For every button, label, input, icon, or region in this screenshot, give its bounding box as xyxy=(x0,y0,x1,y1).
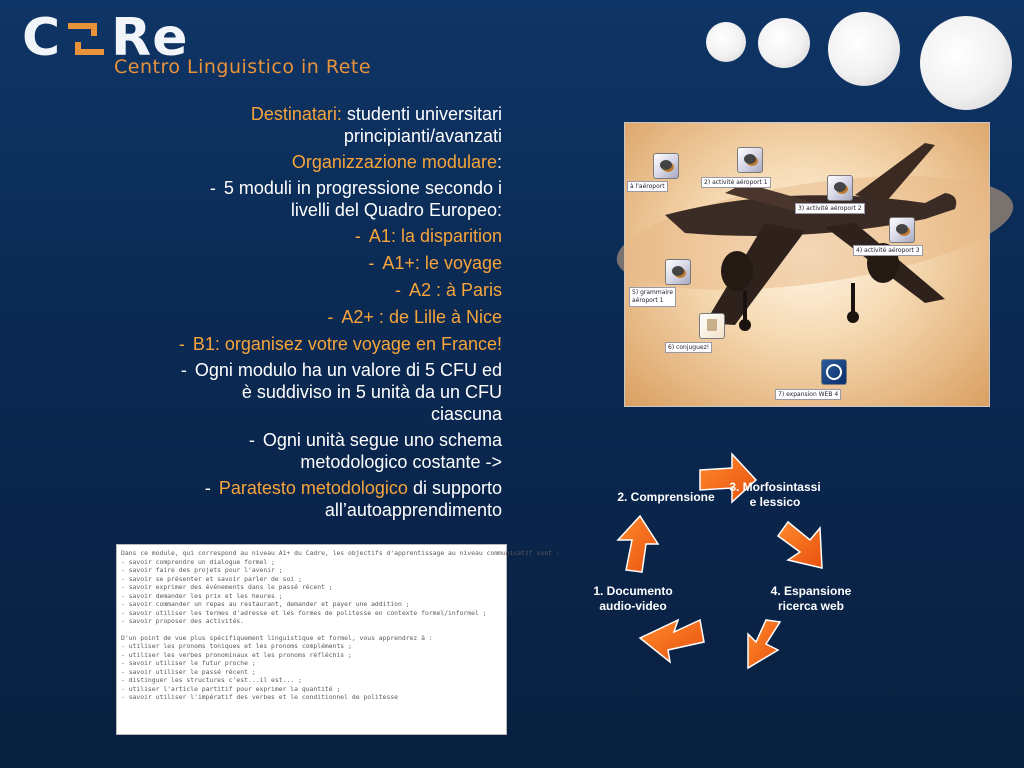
doc-line: - savoir comprendre un dialogue formel ; xyxy=(121,557,275,566)
nav-label-grammar-2: aéroport 1 xyxy=(632,297,664,304)
organizzazione-line xyxy=(60,151,502,173)
cycle-arrows xyxy=(560,440,880,680)
step-espansione-line2: ricerca web xyxy=(777,599,845,613)
paratesto-line xyxy=(60,477,502,499)
nav-label-activity-2[interactable]: 3) activité aéroport 2 xyxy=(795,203,865,214)
schema-line xyxy=(60,429,502,451)
objectives-document xyxy=(116,544,560,735)
doc-line: Dans ce module, qui correspond au niveau A1+ du Cadre, les objectifs d'apprentissage au niveau communicatif sont : xyxy=(121,549,560,557)
valore-line xyxy=(60,359,502,381)
valore-line-2: è suddiviso in 5 unità da un CFU xyxy=(241,382,502,402)
circle-small xyxy=(706,22,746,62)
paratesto-line-2: all’autoapprendimento xyxy=(324,500,502,520)
moduli-line xyxy=(60,177,502,199)
doc-line: - savoir se présenter et savoir parler de soi ; xyxy=(121,574,302,583)
destinatari-line xyxy=(60,103,502,125)
module-a2plus[interactable] xyxy=(60,306,502,328)
module-b1[interactable] xyxy=(60,333,502,355)
activity-3-icon[interactable] xyxy=(889,217,915,243)
method-cycle-diagram xyxy=(560,440,880,680)
airport-icon[interactable] xyxy=(653,153,679,179)
nav-label-activity-1[interactable]: 2) activité aéroport 1 xyxy=(701,177,771,188)
doc-line: - utiliser les verbes pronominaux et les pronoms réfléchis ; xyxy=(121,650,352,659)
step-espansione xyxy=(756,584,866,614)
activity-2-icon[interactable] xyxy=(827,175,853,201)
nav-label-activity-3[interactable]: 4) activité aéroport 3 xyxy=(853,245,923,256)
nav-label-grammar[interactable] xyxy=(629,287,676,307)
moduli-line-2: livelli del Quadro Europeo: xyxy=(290,200,502,220)
doc-line: - savoir utiliser les termes d'adresse et les formes de politesse en contexte formel/informel ; xyxy=(121,608,487,617)
paratesto-label[interactable]: Paratesto metodologico xyxy=(218,478,408,498)
course-description xyxy=(60,103,502,521)
nav-label-aeroport[interactable]: à l'aéroport xyxy=(627,181,668,192)
step-documento xyxy=(578,584,688,614)
module-a2-label: A2 : à Paris xyxy=(408,280,502,300)
dash: - xyxy=(327,307,334,327)
step-espansione-line1: 4. Espansione xyxy=(770,584,852,598)
doc-line: - utiliser les pronoms toniques et les pronoms compléments ; xyxy=(121,642,352,650)
destinatari-value: studenti universitari xyxy=(341,104,502,124)
activity-1-icon[interactable] xyxy=(737,147,763,173)
nav-label-conjugate[interactable]: 6) conjuguez! xyxy=(665,342,712,353)
doc-line: - savoir proposer des activités. xyxy=(121,617,245,625)
logo-letter-c: C xyxy=(22,8,62,68)
module-b1-label: B1: organisez votre voyage en France! xyxy=(192,334,502,354)
conjugate-icon[interactable] xyxy=(699,313,725,339)
module-a2[interactable] xyxy=(60,279,502,301)
step-comprensione xyxy=(606,490,726,505)
module-navigation-screenshot xyxy=(624,122,990,407)
doc-line: - utiliser l'article partitif pour exprimer la quantité ; xyxy=(121,684,341,693)
step-documento-line2: audio-video xyxy=(599,599,667,613)
module-a1plus-label: A1+: le voyage xyxy=(382,253,502,273)
logo xyxy=(22,10,402,80)
organizzazione-colon: : xyxy=(496,152,502,172)
doc-line: - savoir utiliser le futur proche ; xyxy=(121,659,256,667)
step-morfosintassi xyxy=(720,480,830,510)
module-a2plus-label: A2+ : de Lille à Nice xyxy=(341,307,502,327)
dash: - xyxy=(354,226,361,246)
module-a1plus[interactable] xyxy=(60,252,502,274)
doc-line: - distinguer les structures c'est...il est... ; xyxy=(121,676,302,684)
step-morfosintassi-line2: e lessico xyxy=(749,495,801,509)
dash: - xyxy=(209,178,216,198)
doc-line: D'un point de vue plus spécifiquement linguistique et formel, vous apprendrez à : xyxy=(121,633,433,642)
circle-large xyxy=(828,12,900,86)
nav-label-grammar-1: 5) grammaire xyxy=(632,289,674,296)
doc-line: - savoir faire des projets pour l'avenir ; xyxy=(121,566,283,574)
doc-line: - savoir utiliser l'impératif des verbes et le conditionnel de politesse xyxy=(121,693,399,701)
grammar-icon[interactable] xyxy=(665,259,691,285)
schema-text: Ogni unità segue uno schema xyxy=(262,430,502,450)
step-morfosintassi-line1: 3. Morfosintassi xyxy=(729,480,821,494)
circle-medium xyxy=(758,18,810,68)
schema-line-2: metodologico costante -> xyxy=(300,452,502,472)
doc-line: - savoir commander un repas au restaurant, demander et payer une addition ; xyxy=(121,600,410,608)
dash: - xyxy=(368,253,375,273)
doc-line: - savoir demander les prix et les heures ; xyxy=(121,591,283,600)
logo-letters-re: Re xyxy=(111,8,189,68)
doc-line: - savoir exprimer des événements dans le passé récent ; xyxy=(121,583,333,591)
step-comprensione-text: 2. Comprensione xyxy=(617,490,715,504)
logo-bracket-icon xyxy=(64,22,108,56)
dash: - xyxy=(394,280,401,300)
destinatari-value-2: principianti/avanzati xyxy=(343,126,502,146)
destinatari-label: Destinatari: xyxy=(250,104,342,124)
web-expansion-icon[interactable] xyxy=(821,359,847,385)
dash: - xyxy=(248,430,255,450)
circle-xlarge xyxy=(920,16,1012,110)
module-a1[interactable] xyxy=(60,225,502,247)
paratesto-rest: di supporto xyxy=(407,478,502,498)
moduli-text: 5 moduli in progressione secondo i xyxy=(223,178,502,198)
decorative-circles xyxy=(700,0,1024,120)
valore-line-3: ciascuna xyxy=(430,404,502,424)
module-a1-label: A1: la disparition xyxy=(368,226,502,246)
nav-label-web[interactable]: 7) expansion WEB 4 xyxy=(775,389,841,400)
doc-line: - savoir utiliser le passé récent ; xyxy=(121,667,256,676)
valore-text: Ogni modulo ha un valore di 5 CFU ed xyxy=(194,360,502,380)
step-documento-line1: 1. Documento xyxy=(593,584,673,598)
dash: - xyxy=(178,334,185,354)
dash: - xyxy=(180,360,187,380)
dash: - xyxy=(204,478,211,498)
organizzazione-label: Organizzazione modulare xyxy=(291,152,497,172)
logo-subtitle: Centro Linguistico in Rete xyxy=(114,56,372,78)
